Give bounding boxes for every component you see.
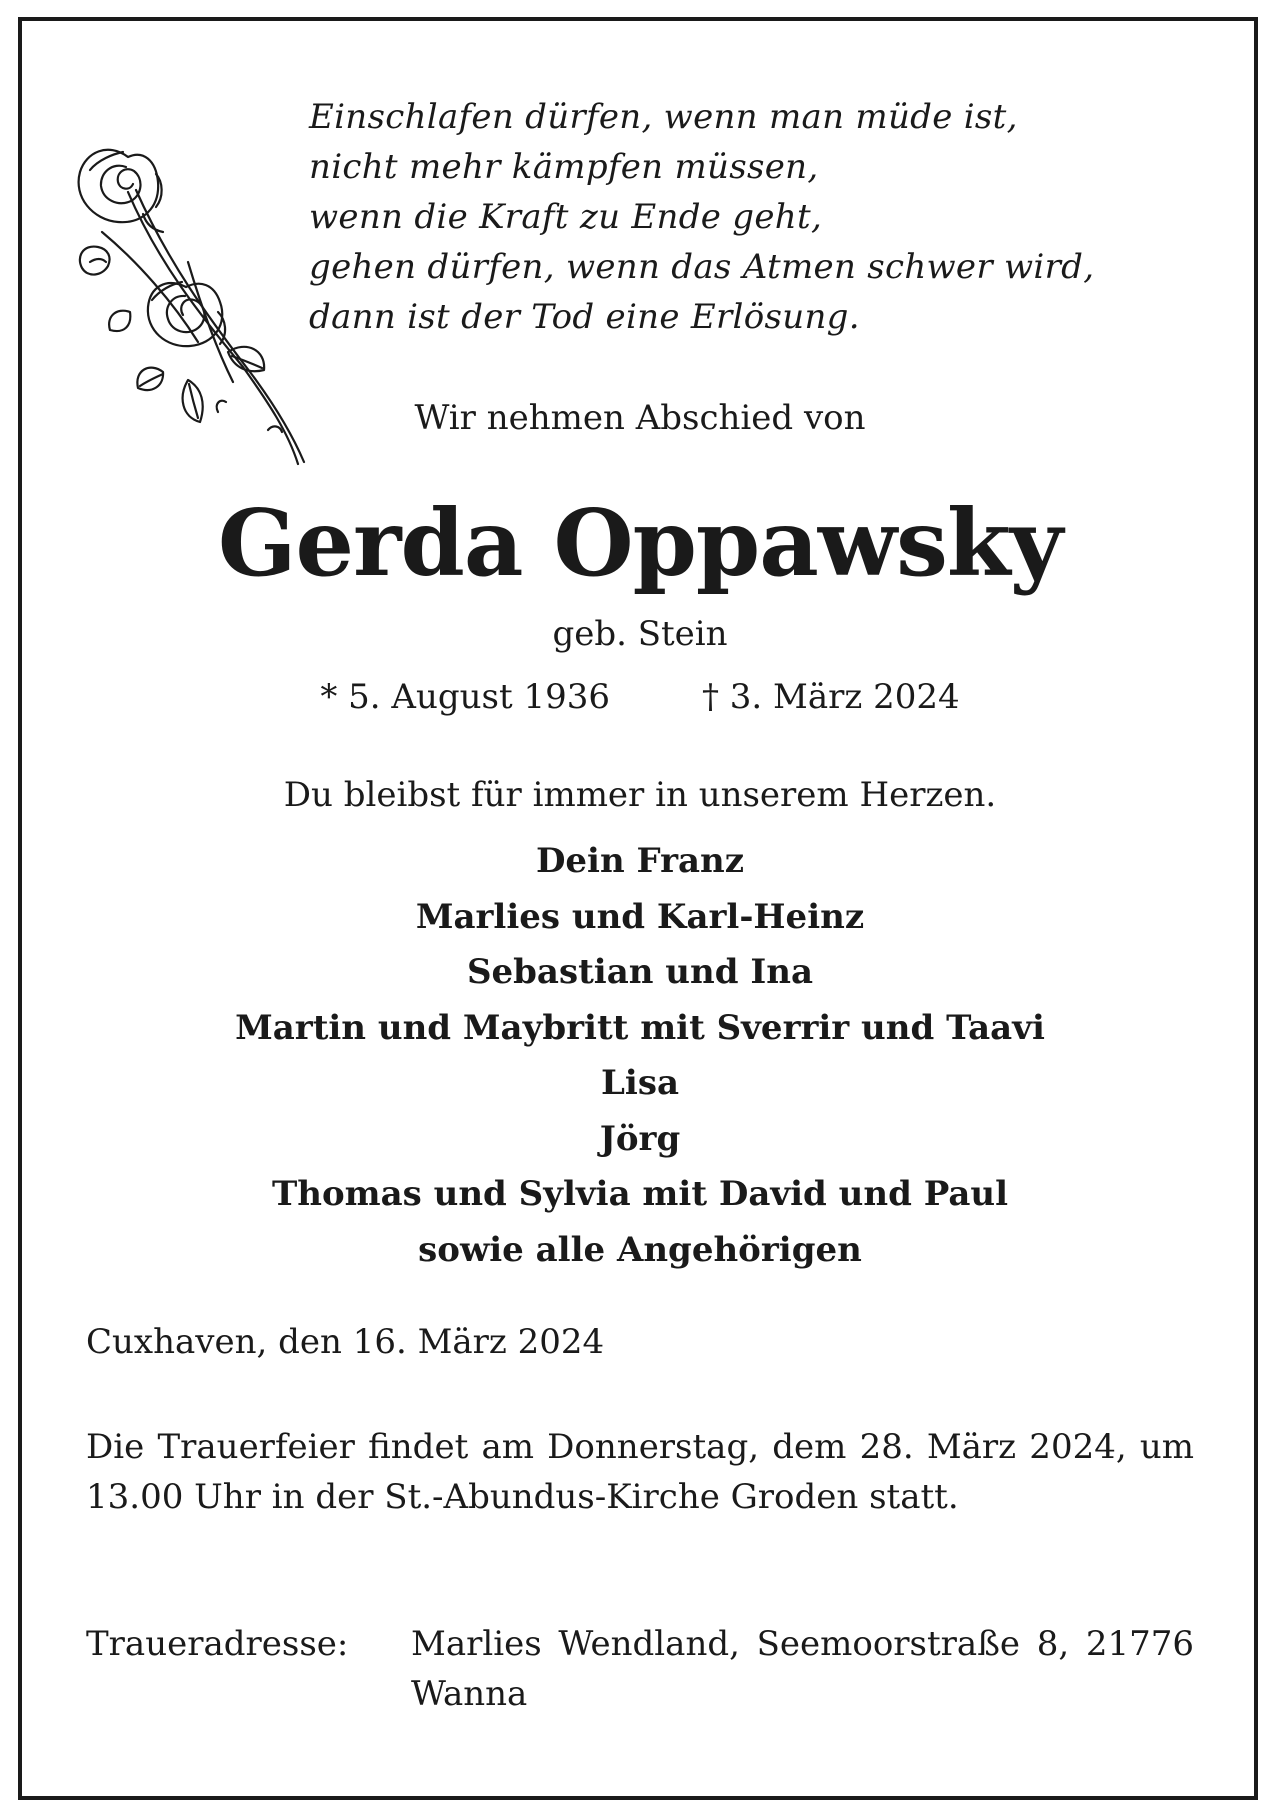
address-value: Marlies Wendland, Seemoorstraße 8, 21776 Wanna <box>411 1624 1194 1714</box>
poem-line: nicht mehr kämpfen müssen, <box>309 147 819 187</box>
mourner: Dein Franz <box>535 841 745 881</box>
poem <box>309 92 1209 342</box>
place-date: Cuxhaven, den 16. März 2024 <box>86 1322 605 1362</box>
poem-line: Einschlafen dürfen, wenn man müde ist, <box>309 97 1018 137</box>
life-dates <box>0 672 1280 722</box>
ceremony-notice: Die Trauerfeier findet am Donnerstag, dem 28. März 2024, um 13.00 Uhr in der St.-Abundus-Kirche Groden statt. <box>86 1427 1194 1517</box>
deceased-name: Gerda Oppawsky <box>217 489 1063 597</box>
mourner: Jörg <box>599 1118 681 1159</box>
poem-line: wenn die Kraft zu Ende geht, <box>309 197 823 237</box>
intro-text: Wir nehmen Abschied von <box>414 398 866 438</box>
mourner: Lisa <box>601 1063 679 1103</box>
address-label: Traueradresse: <box>86 1624 349 1664</box>
birth-name: geb. Stein <box>552 614 728 654</box>
poem-line: gehen dürfen, wenn das Atmen schwer wird, <box>309 247 1095 287</box>
mourner: sowie alle Angehörigen <box>418 1229 862 1270</box>
mourner: Sebastian und Ina <box>466 952 814 992</box>
birth-date: * 5. August 1936 <box>320 677 610 717</box>
mourner: Marlies und Karl-Heinz <box>415 896 865 937</box>
mourner: Martin und Maybritt mit Sverrir und Taavi <box>235 1007 1045 1048</box>
death-date: † 3. März 2024 <box>701 677 960 717</box>
poem-line: dann ist der Tod eine Erlösung. <box>309 297 860 337</box>
motto: Du bleibst für immer in unserem Herzen. <box>283 775 997 815</box>
mourners-list <box>0 834 1280 1278</box>
mourner: Thomas und Sylvia mit David und Paul <box>271 1174 1009 1214</box>
